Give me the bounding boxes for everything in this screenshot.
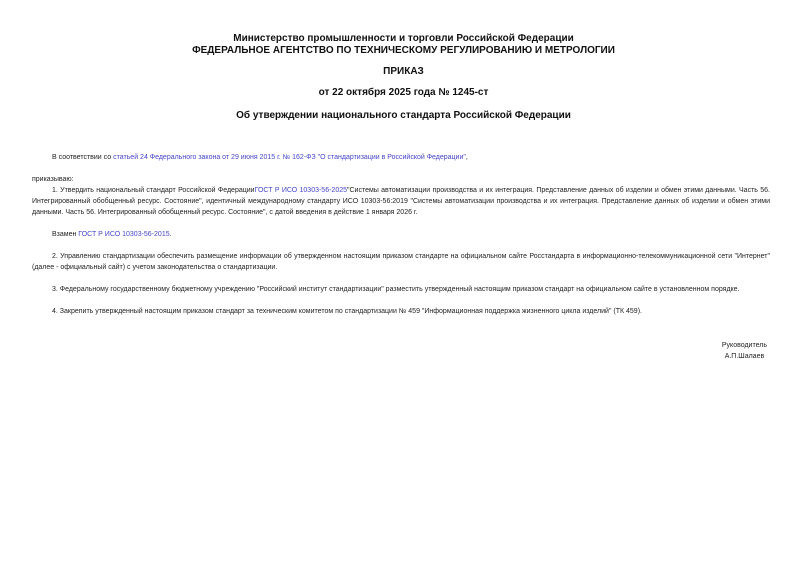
prikaz-word: приказываю: <box>32 176 74 183</box>
order-item-1 <box>32 185 770 218</box>
doc-date-number: от 22 октября 2025 года № 1245-ст <box>318 87 489 98</box>
order-item-4: 4. Закрепить утвержденный настоящим приказом стандарт за техническим комитетом по стандартизации № 459 "Информационная поддержка жизненного цикла изделий" (ТК 459). <box>52 308 642 315</box>
intro-suffix-text: , <box>465 154 468 161</box>
signature-name: А.П.Шалаев <box>724 353 765 360</box>
signature-title: Руководитель <box>721 342 767 349</box>
intro-prefix-text: В соответствии со <box>52 154 114 161</box>
ministry-line: Министерство промышленности и торговли Российской Федерации <box>233 33 574 44</box>
item1-suffix-text: "Системы автоматизации производства и их интеграция. Представление данных об изделии и обмен этими данными. Часть 56. Интегрированный обобщенный ресурс. Состояние", идентичный международному стандарту ИСО 10303-56:2019 "Системы автоматизации производства и их интеграция. Представление данных об изделии и обмен этими данными. Часть 56. Интегрированный обобщенный ресурс. Состояние", с датой введения в действие 1 января 2026 г. <box>32 187 770 216</box>
doc-subject-title: Об утверждении национального стандарта Российской Федерации <box>236 110 571 121</box>
agency-line: ФЕДЕРАЛЬНОЕ АГЕНТСТВО ПО ТЕХНИЧЕСКОМУ РЕГУЛИРОВАНИЮ И МЕТРОЛОГИИ <box>192 45 615 56</box>
vzamen-prefix-text: Взамен <box>52 231 79 238</box>
signature-inner <box>722 340 767 362</box>
order-item-2: 2. Управлению стандартизации обеспечить размещение информации об утвержденном настоящим приказом стандарте на официальном сайте Росстандарта в информационно-телекоммуникационной сети "Интернет" (далее - официальный сайт) с учетом законодательства о стандартизации. <box>32 253 770 271</box>
document-header <box>0 0 807 122</box>
gost-10303-56-2025-link[interactable]: ГОСТ Р ИСО 10303-56-2025 <box>254 187 347 194</box>
vzamen-suffix-text: . <box>169 231 172 238</box>
doc-type-title: ПРИКАЗ <box>383 66 424 77</box>
vzamen-paragraph <box>32 229 770 240</box>
item1-prefix-text: 1. Утвердить национальный стандарт Российской Федерации <box>52 187 255 194</box>
gost-10303-56-2015-link[interactable]: ГОСТ Р ИСО 10303-56-2015 <box>78 231 170 238</box>
signature-block <box>0 340 767 362</box>
federal-law-link[interactable]: статьей 24 Федерального закона от 29 июня 2015 г. № 162-ФЗ "О стандартизации в Российской Федерации" <box>113 154 466 161</box>
document-body <box>32 152 770 317</box>
order-item-3: 3. Федеральному государственному бюджетному учреждению "Российский институт стандартизации" разместить утвержденный настоящим приказом стандарт на официальном сайте в установленном порядке. <box>52 286 740 293</box>
intro-paragraph <box>32 152 770 163</box>
